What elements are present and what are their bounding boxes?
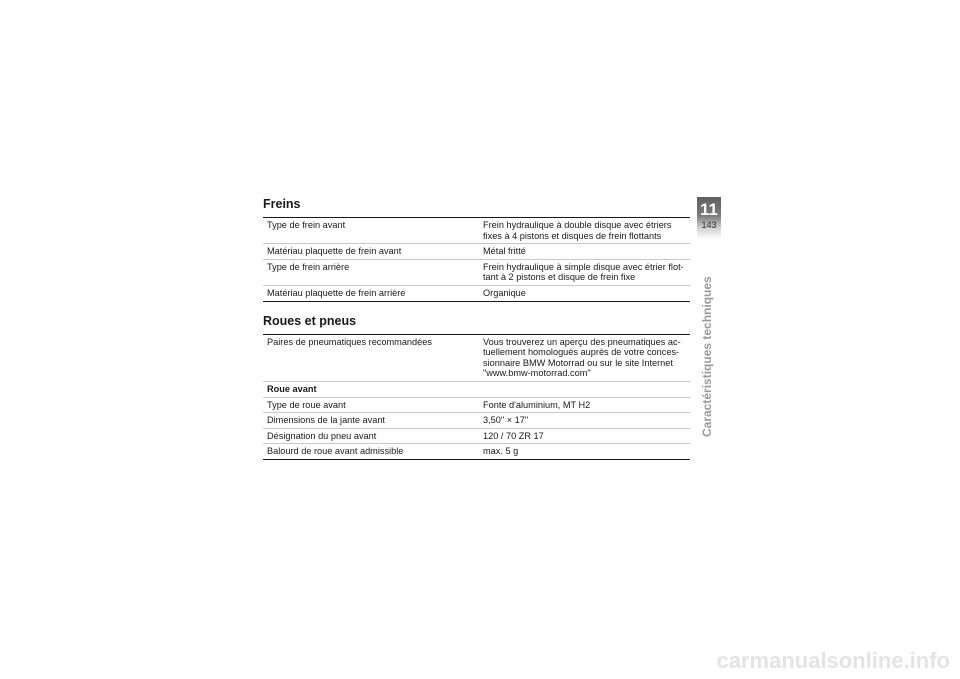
table-subheading: [263, 381, 690, 397]
table-row: [263, 444, 690, 460]
table-row: [263, 218, 690, 244]
table-row: [263, 413, 690, 429]
chapter-number: 11: [700, 200, 718, 219]
row-value: Métal fritté: [479, 244, 690, 260]
row-label: Dimensions de la jante avant: [263, 413, 479, 429]
row-label: Balourd de roue avant admissible: [263, 444, 479, 460]
row-value: Fonte d'aluminium, MT H2: [479, 397, 690, 413]
table-row: [263, 397, 690, 413]
page-number: 143: [701, 220, 717, 230]
row-label: Paires de pneumatiques recommandées: [263, 334, 479, 381]
subheading-roue-avant: Roue avant: [263, 381, 690, 397]
section-title-freins: Freins: [263, 197, 301, 211]
row-value: 120 / 70 ZR 17: [479, 428, 690, 444]
table-row: [263, 428, 690, 444]
page-content: [263, 197, 690, 460]
row-label: Matériau plaquette de frein arrière: [263, 285, 479, 301]
chapter-tab: [697, 197, 721, 239]
row-value: Frein hydraulique à double disque avec étriers fixes à 4 pistons et disques de frein flottants: [479, 218, 690, 244]
row-value: 3,50" × 17": [479, 413, 690, 429]
section-title-roues: Roues et pneus: [263, 313, 357, 328]
row-label: Matériau plaquette de frein avant: [263, 244, 479, 260]
row-value: Frein hydraulique à simple disque avec étrier flot-tant à 2 pistons et disque de frein fixe: [479, 259, 690, 285]
spec-table-roues: [263, 334, 690, 460]
spec-table-freins: [263, 217, 690, 302]
table-row: [263, 244, 690, 260]
chapter-side-title: Caractéristiques techniques: [700, 276, 714, 437]
row-value: Vous trouverez un aperçu des pneumatiques ac-tuellement homologués auprès de votre conces-sionnaire BMW Motorrad ou sur le site Internet "www.bmw-motorrad.com": [479, 334, 690, 381]
row-value: Organique: [479, 285, 690, 301]
table-row: [263, 285, 690, 301]
table-row: [263, 259, 690, 285]
row-label: Type de frein arrière: [263, 259, 479, 285]
watermark: carmanualsonline.info: [716, 648, 950, 673]
row-label: Désignation du pneu avant: [263, 428, 479, 444]
table-row: [263, 334, 690, 381]
row-label: Type de frein avant: [263, 218, 479, 244]
row-value: max. 5 g: [479, 444, 690, 460]
row-label: Type de roue avant: [263, 397, 479, 413]
